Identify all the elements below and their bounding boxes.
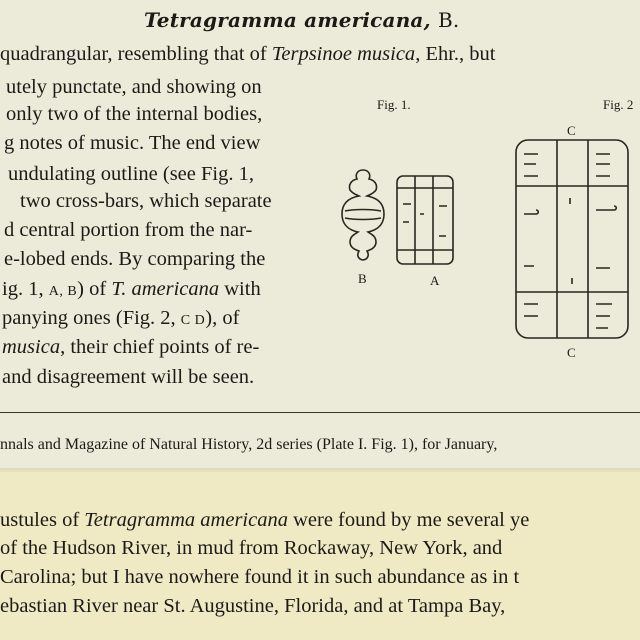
fig2-letter-c-top: C: [567, 123, 576, 138]
body-line: utely punctate, and showing on: [6, 76, 262, 98]
fig1-letter-a: A: [430, 273, 440, 288]
body-line: e-lobed ends. By comparing the: [4, 248, 266, 270]
fig2-label: Fig. 2: [603, 97, 634, 112]
species-name: Tetragramma americana,: [144, 8, 431, 32]
body-line: and disagreement will be seen.: [2, 366, 255, 388]
species-authority: B.: [437, 8, 460, 32]
fig2-letter-c-bottom: C: [567, 345, 576, 360]
body-line: d central portion from the nar-: [4, 219, 253, 241]
lower-line: Carolina; but I have nowhere found it in such abundance as in t: [0, 566, 520, 588]
body-line: musica, their chief points of re-: [2, 336, 260, 358]
lower-line: of the Hudson River, in mud from Rockaway, New York, and: [0, 537, 503, 559]
body-line: undulating outline (see Fig. 1,: [8, 163, 254, 185]
fig2-c-frustule-view: [514, 138, 630, 344]
body-line: ig. 1, A, B) of T. americana with: [2, 278, 261, 300]
fig1-b-end-view: [338, 168, 388, 262]
fig1-label: Fig. 1.: [377, 97, 411, 112]
species-heading: [144, 8, 459, 32]
fig1-letter-b: B: [358, 271, 367, 286]
body-line: two cross-bars, which separate: [20, 190, 272, 212]
body-line: only two of the internal bodies,: [6, 103, 263, 125]
body-line: quadrangular, resembling that of Terpsinoe musica, Ehr., but: [0, 43, 496, 65]
footnote: nnals and Magazine of Natural History, 2d series (Plate I. Fig. 1), for January,: [0, 436, 498, 453]
footnote-rule: [0, 412, 640, 413]
lower-line: ustules of Tetragramma americana were found by me several ye: [0, 509, 530, 531]
fig1-a-frustule-view: [395, 174, 455, 268]
body-line: panying ones (Fig. 2, C D), of: [2, 307, 240, 329]
body-line: g notes of music. The end view: [4, 132, 261, 154]
lower-line: ebastian River near St. Augustine, Florida, and at Tampa Bay,: [0, 595, 506, 617]
scan-seam: [0, 468, 640, 472]
